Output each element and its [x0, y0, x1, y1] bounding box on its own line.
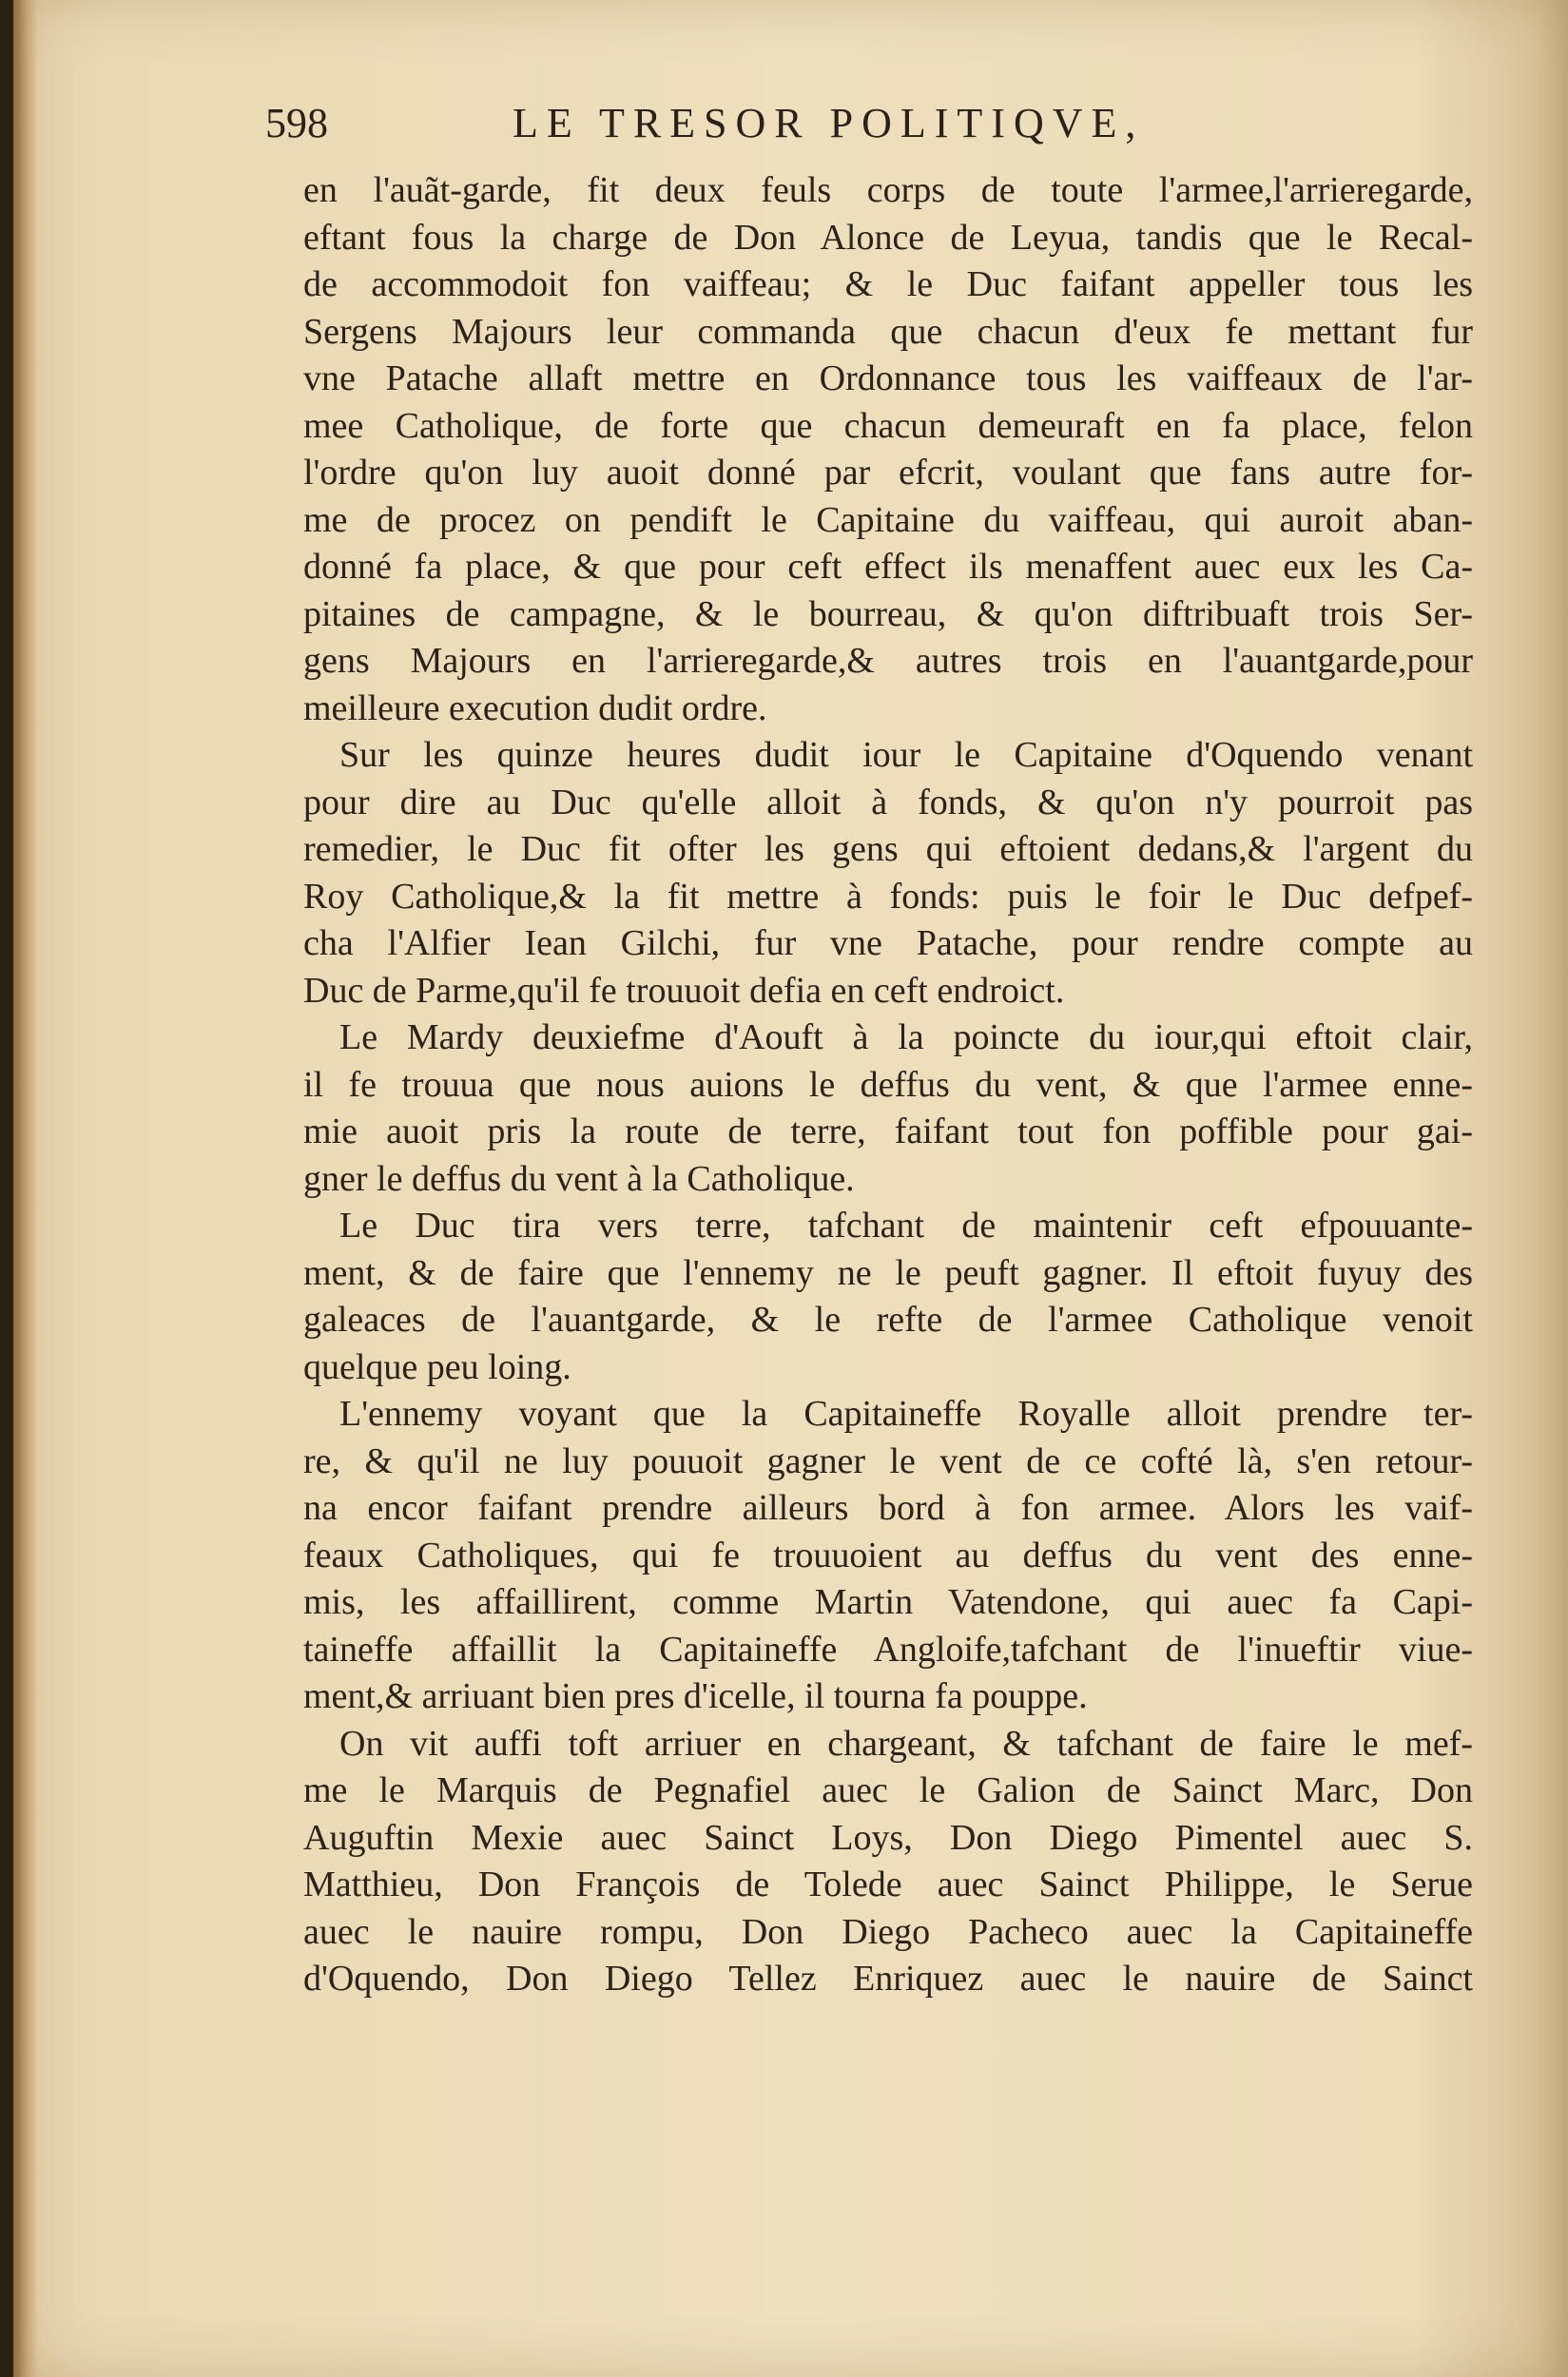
text-line: meilleure execution dudit ordre.	[303, 687, 767, 728]
text-line: feaux Catholiques, qui fe trouuoient au deffus du vent des enne-	[303, 1535, 1473, 1575]
page-header	[265, 95, 1321, 162]
text-line: donné fa place, & que pour ceft effect ils menaffent auec eux les Ca-	[303, 547, 1473, 587]
text-line: mee Catholique, de forte que chacun demeuraft en fa place, felon	[303, 405, 1473, 446]
text-line: Roy Catholique,& la fit mettre à fonds: puis le foir le Duc defpef-	[303, 876, 1473, 917]
text-line: Sergens Majours leur commanda que chacun d'eux fe mettant fur	[303, 311, 1473, 352]
text-line: de accommodoit fon vaiffeau; & le Duc faifant appeller tous les	[303, 264, 1473, 304]
text-line: Sur les quinze heures dudit iour le Capitaine d'Oquendo venant	[339, 735, 1473, 775]
text-line: me de procez on pendift le Capitaine du vaiffeau, qui auroit aban-	[303, 499, 1473, 540]
text-line: vne Patache allaft mettre en Ordonnance tous les vaiffeaux de l'ar-	[303, 358, 1473, 398]
running-title: LE TRESOR POLITIQVE,	[513, 100, 1145, 146]
text-line: Le Mardy deuxiefme d'Aouft à la poincte du iour,qui eftoit clair,	[339, 1017, 1473, 1057]
text-line: eftant fous la charge de Don Alonce de Leyua, tandis que le Recal-	[303, 217, 1473, 258]
text-line: na encor faifant prendre ailleurs bord à fon armee. Alors les vaif-	[303, 1488, 1473, 1528]
text-line: re, & qu'il ne luy pouuoit gagner le vent de ce cofté là, s'en retour-	[303, 1440, 1473, 1481]
text-line: pitaines de campagne, & le bourreau, & qu'on diftribuaft trois Ser-	[303, 593, 1473, 634]
text-line: L'ennemy voyant que la Capitaineffe Royalle alloit prendre ter-	[339, 1394, 1473, 1434]
text-line: gens Majours en l'arrieregarde,& autres trois en l'auantgarde,pour	[303, 641, 1473, 681]
text-line: pour dire au Duc qu'elle alloit à fonds, & qu'on n'y pourroit pas	[303, 782, 1473, 822]
text-line: taineffe affaillit la Capitaineffe Angloife,tafchant de l'inueftir viue-	[303, 1629, 1473, 1670]
text-line: Matthieu, Don François de Tolede auec Sainct Philippe, le Serue	[303, 1865, 1473, 1904]
text-line: ment, & de faire que l'ennemy ne le peuft gagner. Il eftoit fuyuy des	[303, 1252, 1473, 1293]
text-line: galeaces de l'auantgarde, & le refte de l'armee Catholique venoit	[303, 1300, 1473, 1340]
text-line: On vit auffi toft arriuer en chargeant, & tafchant de faire le mef-	[339, 1723, 1473, 1764]
text-line: Le Duc tira vers terre, tafchant de maintenir ceft efpouuante-	[339, 1206, 1473, 1246]
text-line: mie auoit pris la route de terre, faifant tout fon poffible pour gai-	[303, 1111, 1473, 1151]
page-number: 598	[265, 100, 328, 146]
text-line: me le Marquis de Pegnafiel auec le Galion de Sainct Marc, Don	[303, 1770, 1473, 1810]
text-line: cha l'Alfier Iean Gilchi, fur vne Patache, pour rendre compte au	[303, 923, 1473, 963]
text-line: en l'auãt-garde, fit deux feuls corps de toute l'armee,l'arrieregarde,	[303, 170, 1473, 210]
text-line: quelque peu loing.	[303, 1346, 571, 1387]
text-line: gner le deffus du vent à la Catholique.	[303, 1158, 855, 1199]
text-line: ment,& arriuant bien pres d'icelle, il tourna fa pouppe.	[303, 1676, 1088, 1716]
body-text	[303, 167, 1473, 2003]
book-page	[13, 0, 1568, 2377]
text-line: Duc de Parme,qu'il fe trouuoit defia en ceft endroict.	[303, 970, 1065, 1011]
text-line: l'ordre qu'on luy auoit donné par efcrit, voulant que fans autre for-	[303, 453, 1473, 493]
page-gutter-shadow	[13, 0, 38, 2377]
text-line: mis, les affaillirent, comme Martin Vatendone, qui auec fa Capi-	[303, 1582, 1473, 1622]
text-line: Auguftin Mexie auec Sainct Loys, Don Diego Pimentel auec S.	[303, 1817, 1473, 1858]
text-line: remedier, le Duc fit ofter les gens qui eftoient dedans,& l'argent du	[303, 829, 1473, 869]
text-line: il fe trouua que nous auions le deffus du vent, & que l'armee enne-	[303, 1064, 1473, 1105]
text-line: d'Oquendo, Don Diego Tellez Enriquez auec le nauire de Sainct	[303, 1959, 1473, 1999]
text-line: auec le nauire rompu, Don Diego Pacheco auec la Capitaineffe	[303, 1911, 1473, 1952]
